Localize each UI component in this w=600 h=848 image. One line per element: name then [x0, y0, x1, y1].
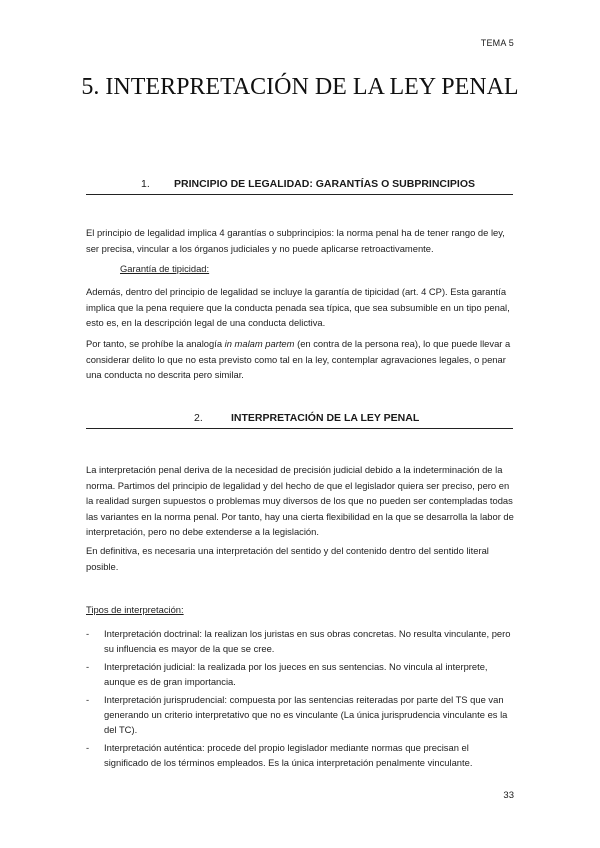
section-heading-1 [86, 178, 513, 195]
italic-term: in malam partem [224, 338, 295, 349]
section-2-paragraph-2: En definitiva, es necesaria una interpretación del sentido y del contenido dentro del sentido literal posible. [86, 545, 489, 572]
list-item-text: Interpretación auténtica: procede del propio legislador mediante normas que precisan el significado de los términos empleados. Es la única interpretación penalmente vinculante. [104, 741, 473, 769]
chapter-title: 5. INTERPRETACIÓN DE LA LEY PENAL [81, 74, 519, 100]
list-item [86, 659, 514, 690]
bullet-dash: - [86, 628, 90, 639]
bullet-dash: - [86, 693, 90, 705]
list-item [86, 740, 514, 771]
section-title: INTERPRETACIÓN DE LA LEY PENAL [231, 412, 420, 424]
list-item-text: Interpretación jurisprudencial: compuesta por las sentencias reiteradas por parte del TS que van generando un criterio interpretativo que no es vinculante (La única jurisprudencia vinculante es la del TC). [104, 693, 508, 736]
page-number: 33 [503, 790, 514, 801]
section-2-paragraph-1: La interpretación penal deriva de la necesidad de precisión judicial debido a la indeterminación de la norma. Partimos del principio de legalidad y del hecho de que el legislador quiera ser preciso, pero en la realidad surgen supuestos o problemas muy diversos de los que no pueden ser contempladas todas las variantes en la norma penal. Por tanto, hay una cierta flexibilidad en la que se desarrolla la labor de interpretación, pero no debe extenderse a la legislación. [86, 464, 514, 538]
interpretation-types-list [86, 626, 514, 773]
list-item-text: Interpretación judicial: la realizada por los jueces en sus sentencias. No vincula al interprete, aunque es de gran importancia. [104, 660, 488, 688]
bullet-dash: - [86, 741, 90, 753]
list-item [86, 692, 514, 738]
list-item [86, 626, 514, 657]
section-1-paragraph-1: Además, dentro del principio de legalidad se incluye la garantía de tipicidad (art. 4 CP). Esta garantía implica que la pena requiere que la conducta penada sea típica, que sea subsumible en un tipo penal, esto es, en la descripción legal de una conducta delictiva. [86, 286, 510, 329]
section-heading-2 [86, 412, 513, 429]
interpretation-types-label: Tipos de interpretación: [86, 604, 184, 615]
text-run: Por tanto, se prohíbe la analogía [86, 338, 225, 349]
text-run: (en contra de la persona rea), lo que puede llevar a considerar delito lo que no esta previsto como tal en la ley, contemplar agravaciones legales, o penar una conducta no descrita pero similar. [86, 338, 511, 381]
list-item-text: Interpretación doctrinal: la realizan los juristas en sus obras concretas. No resulta vinculante, pero su influencia es mayor de la que se cree. [104, 628, 511, 655]
running-header: TEMA 5 [480, 38, 514, 48]
tipicidad-subheading: Garantía de tipicidad: [120, 263, 210, 274]
section-number: 1. [141, 178, 150, 190]
section-1-paragraph-2 [86, 336, 514, 383]
section-1-intro: El principio de legalidad implica 4 garantías o subprincipios: la norma penal ha de tener rango de ley, ser precisa, vincular a los órganos judiciales y no puede aplicarse retroactivamente. [86, 227, 505, 254]
section-title: PRINCIPIO DE LEGALIDAD: GARANTÍAS O SUBPRINCIPIOS [174, 178, 476, 190]
bullet-dash: - [86, 660, 90, 672]
section-number: 2. [194, 412, 203, 424]
